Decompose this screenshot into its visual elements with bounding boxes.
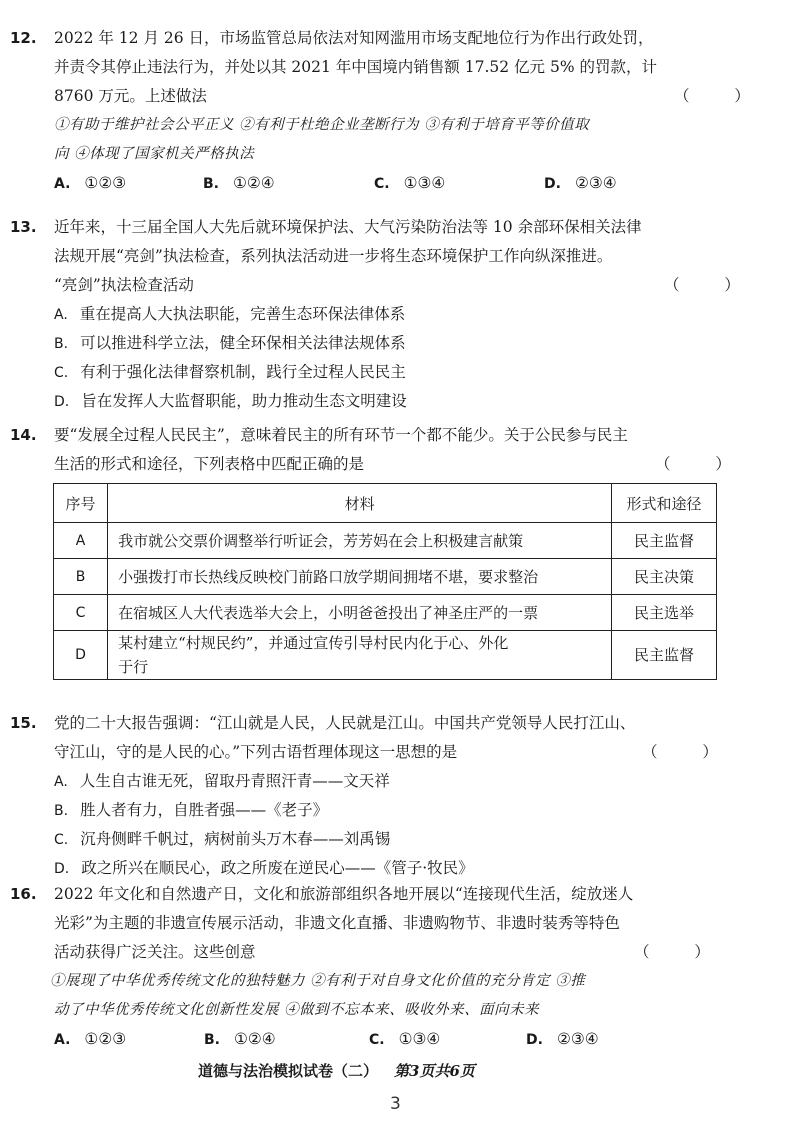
question-12: [10, 24, 770, 198]
question-number: 13.: [10, 218, 37, 236]
option-a: A. ①②③: [54, 174, 127, 192]
row-id: D: [54, 631, 108, 680]
option-b: B. ①②④: [204, 1030, 276, 1048]
question-number: 14.: [10, 426, 37, 444]
question-text-line: 并责令其停止违法行为，并处以其 2021 年中国境内销售额 17.52 亿元 5% 的罚款，计: [54, 58, 657, 76]
question-text-line: 光彩”为主题的非遗宣传展示活动，非遗文化直播、非遗购物节、非遗时装秀等特色: [54, 914, 620, 932]
question-text-line: 近年来，十三届全国人大先后就环境保护法、大气污染防治法等 10 余部环保相关法律: [54, 218, 642, 236]
option-b: B. 胜人者有力，自胜者强——《老子》: [54, 801, 329, 819]
option-b: B. 可以推进科学立法，健全环保相关法律法规体系: [54, 334, 406, 352]
footer-title: [198, 1060, 475, 1081]
row-material: 某村建立“村规民约”，并通过宣传引导村民内化于心、外化 于行: [108, 631, 612, 680]
question-text-line: 守江山，守的是人民的心。”下列古语哲理体现这一思想的是: [54, 743, 458, 761]
row-form: 民主决策: [612, 559, 717, 595]
row-id: C: [54, 595, 108, 631]
answer-paren: （ ）: [642, 743, 738, 761]
table-header: 序号: [54, 484, 108, 523]
row-material: 在宿城区人大代表选举大会上，小明爸爸投出了神圣庄严的一票: [108, 595, 612, 631]
row-id: A: [54, 523, 108, 559]
question-number: 12.: [10, 29, 37, 47]
option-b: B. ①②④: [203, 174, 275, 192]
table-row: [54, 523, 717, 559]
question-13: [10, 213, 760, 416]
question-16: [10, 880, 750, 1054]
question-text-line: 2022 年文化和自然遗产日，文化和旅游部组织各地开展以“连接现代生活，绽放迷人: [54, 885, 634, 903]
question-number: 16.: [10, 885, 37, 903]
question-text-line: 活动获得广泛关注。这些创意: [54, 943, 256, 961]
option-d: D. 旨在发挥人大监督职能，助力推动生态文明建设: [54, 392, 407, 410]
statement-line: 向 ④体现了国家机关严格执法: [54, 146, 255, 162]
question-number: 15.: [10, 714, 37, 732]
option-d: D. 政之所兴在顺民心，政之所废在逆民心——《管子·牧民》: [54, 859, 474, 877]
answer-paren: （ ）: [664, 276, 760, 294]
option-c: C. ①③④: [369, 1030, 441, 1048]
option-a: A. 重在提高人大执法职能，完善生态环保法律体系: [54, 305, 406, 323]
table-row: [54, 559, 717, 595]
table-header-row: [54, 484, 717, 523]
statement-line: ①展现了中华优秀传统文化的独特魅力 ②有利于对自身文化价值的充分肯定 ③推: [50, 973, 586, 989]
table-header: 材料: [108, 484, 612, 523]
answer-paren: （ ）: [674, 87, 770, 105]
option-c: C. 有利于强化法律督察机制，践行全过程人民民主: [54, 363, 406, 381]
row-form: 民主选举: [612, 595, 717, 631]
statement-line: ①有助于维护社会公平正义 ②有利于杜绝企业垄断行为 ③有利于培育平等价值取: [54, 117, 590, 133]
question-15: [10, 709, 750, 883]
option-c: C. ①③④: [374, 174, 446, 192]
answer-paren: （ ）: [655, 455, 751, 473]
option-a: A. 人生自古谁无死，留取丹青照汗青——文天祥: [54, 772, 390, 790]
question-text-line: 生活的形式和途径，下列表格中匹配正确的是: [54, 455, 365, 473]
question-text-line: 党的二十大报告强调：“江山就是人民，人民就是江山。中国共产党领导人民打江山、: [54, 714, 636, 732]
match-table: [53, 483, 717, 680]
question-text-line: “亮剑”执法检查活动: [54, 276, 194, 294]
row-form: 民主监督: [612, 631, 717, 680]
row-material: 我市就公交票价调整举行听证会，芳芳妈在会上积极建言献策: [108, 523, 612, 559]
question-14: [10, 421, 750, 479]
table-row: [54, 631, 717, 680]
question-text-line: 法规开展“亮剑”执法检查，系列执法活动进一步将生态环境保护工作向纵深推进。: [54, 247, 613, 265]
question-text-line: 2022 年 12 月 26 日，市场监管总局依法对知网滥用市场支配地位行为作出行政处罚，: [54, 29, 654, 47]
row-id: B: [54, 559, 108, 595]
options-row: [10, 1025, 750, 1054]
table-row: [54, 595, 717, 631]
question-text-line: 8760 万元。上述做法: [54, 87, 207, 105]
option-d: D. ②③④: [544, 174, 617, 192]
table-header: 形式和途径: [612, 484, 717, 523]
option-d: D. ②③④: [526, 1030, 599, 1048]
exam-title: 道德与法治模拟试卷（二）: [198, 1062, 379, 1080]
question-text-line: 要“发展全过程人民民主”，意味着民主的所有环节一个都不能少。关于公民参与民主: [54, 426, 628, 444]
row-material: 小强拨打市长热线反映校门前路口放学期间拥堵不堪，要求整治: [108, 559, 612, 595]
row-form: 民主监督: [612, 523, 717, 559]
page-number: 3: [390, 1094, 401, 1114]
option-a: A. ①②③: [54, 1030, 127, 1048]
page-info: 第3页共6页: [394, 1062, 475, 1080]
options-row: [10, 169, 750, 198]
option-c: C. 沉舟侧畔千帆过，病树前头万木春——刘禹锡: [54, 830, 391, 848]
statement-line: 动了中华优秀传统文化创新性发展 ④做到不忘本来、吸收外来、面向未来: [54, 1002, 540, 1018]
answer-paren: （ ）: [634, 943, 730, 961]
